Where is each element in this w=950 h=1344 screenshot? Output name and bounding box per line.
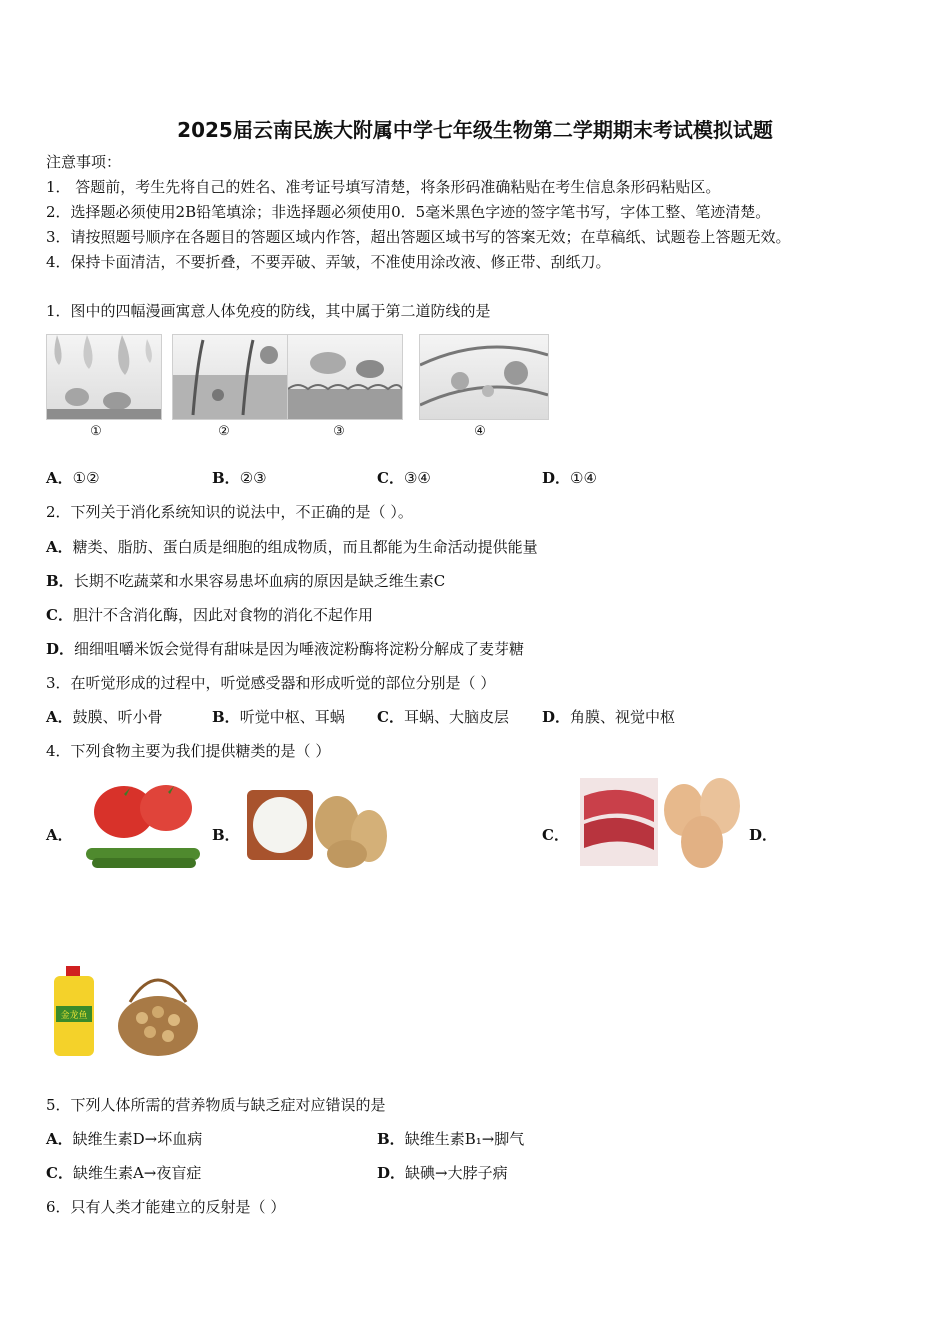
q6-stem: 6．只有人类才能建立的反射是（ ）	[46, 1198, 286, 1216]
option-text: 鼓膜、听小骨	[72, 708, 163, 726]
option-letter: A．	[46, 538, 73, 556]
option-text: 缺维生素A→夜盲症	[72, 1164, 202, 1182]
option-letter: D．	[377, 1164, 406, 1182]
option-text: ①④	[570, 469, 597, 487]
q2-stem: 2．下列关于消化系统知识的说法中，不正确的是（ ）。	[46, 503, 413, 521]
option-text: 缺维生素B₁→脚气	[404, 1130, 525, 1148]
option-letter: C．	[46, 1164, 73, 1182]
option-text: 长期不吃蔬菜和水果容易患坏血病的原因是缺乏维生素C	[73, 572, 446, 590]
option-letter: C．	[377, 708, 404, 726]
note-item: 2．选择题必须使用2B铅笔填涂；非选择题必须使用0．5毫米黑色字迹的签字笔书写，字体工整、笔迹清楚。	[46, 203, 771, 221]
option-text: ②③	[239, 469, 267, 487]
option-text: ①②	[72, 469, 100, 487]
comic-blood-vessel-image	[419, 334, 549, 420]
option-letter: A．	[46, 708, 73, 726]
option-letter: A．	[46, 1130, 73, 1148]
option-text: 耳蜗、大脑皮层	[403, 708, 509, 726]
option-text: 缺维生素D→坏血病	[72, 1130, 203, 1148]
option-text: 胆汁不含消化酶，因此对食物的消化不起作用	[72, 606, 373, 624]
oil-peanuts-image	[50, 964, 200, 1058]
option-letter: A．	[46, 826, 73, 844]
meat-eggs-image	[580, 772, 744, 870]
option-letter: B．	[212, 469, 240, 487]
rice-potato-image	[247, 780, 391, 870]
option-letter: A．	[46, 469, 73, 487]
notes-heading: 注意事项：	[46, 153, 122, 171]
option-letter: D．	[542, 469, 571, 487]
option-text: 角膜、视觉中枢	[570, 708, 676, 726]
q5-stem: 5．下列人体所需的营养物质与缺乏症对应错误的是	[46, 1096, 386, 1114]
oil-brand-label: 金龙鱼	[60, 1011, 88, 1021]
option-text: 听觉中枢、耳蜗	[239, 708, 345, 726]
comic-mucosa-image	[172, 334, 288, 420]
note-item: 1． 答题前，考生先将自己的姓名、准考证号填写清楚，将条形码准确粘贴在考生信息条形码粘贴区。	[46, 178, 721, 196]
comic-label: ②	[218, 424, 230, 439]
comic-label: ④	[474, 424, 486, 439]
comic-label: ③	[333, 424, 345, 439]
q4-stem: 4．下列食物主要为我们提供糖类的是（ ）	[46, 742, 331, 760]
option-text: ③④	[403, 469, 431, 487]
option-text: 细细咀嚼米饭会觉得有甜味是因为唾液淀粉酶将淀粉分解成了麦芽糖	[74, 640, 525, 658]
option-letter: D．	[749, 826, 778, 844]
option-letter: C．	[377, 469, 404, 487]
q3-stem: 3．在听觉形成的过程中，听觉感受器和形成听觉的部位分别是（ ）	[46, 674, 496, 692]
option-letter: B．	[212, 708, 240, 726]
page-title: 2025届云南民族大附属中学七年级生物第二学期期末考试模拟试题	[177, 118, 773, 142]
note-item: 3．请按照题号顺序在各题目的答题区域内作答，超出答题区域书写的答案无效；在草稿纸、试题卷上答题无效。	[46, 228, 791, 246]
option-letter: B．	[46, 572, 74, 590]
option-letter: C．	[46, 606, 73, 624]
option-letter: B．	[212, 826, 240, 844]
option-text: 糖类、脂肪、蛋白质是细胞的组成物质，而且都能为生命活动提供能量	[72, 538, 538, 556]
comic-label: ①	[90, 424, 102, 439]
comic-phagocyte-image	[287, 334, 403, 420]
option-letter: C．	[542, 826, 569, 844]
option-letter: B．	[377, 1130, 405, 1148]
option-text: 缺碘→大脖子病	[405, 1164, 508, 1182]
option-letter: D．	[542, 708, 571, 726]
tomato-cucumber-image	[84, 778, 202, 870]
comic-skin-defense-image	[46, 334, 162, 420]
note-item: 4．保持卡面清洁，不要折叠，不要弄破、弄皱，不准使用涂改液、修正带、刮纸刀。	[46, 253, 611, 271]
q1-stem: 1．图中的四幅漫画寓意人体免疫的防线，其中属于第二道防线的是	[46, 302, 491, 320]
option-letter: D．	[46, 640, 75, 658]
